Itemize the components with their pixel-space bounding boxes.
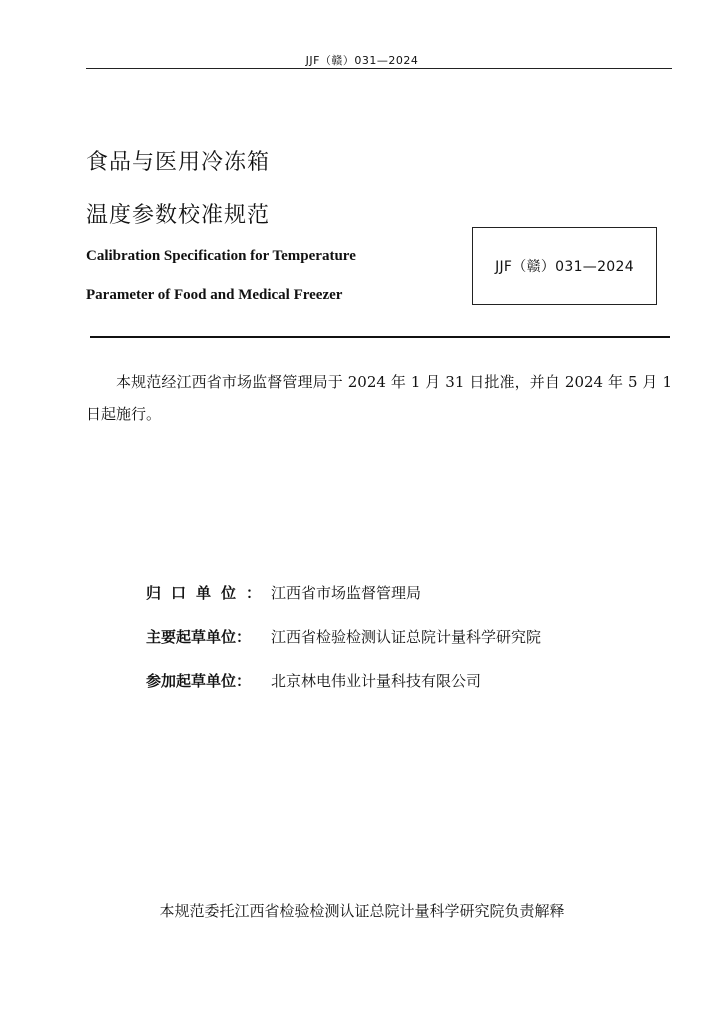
responsible-unit-row: [146, 582, 421, 603]
responsible-unit-label: 归口单位：: [146, 584, 272, 602]
main-drafter-value: 江西省检验检测认证总院计量科学研究院: [271, 628, 542, 646]
approval-statement: 本规范经江西省市场监督管理局于 2024 年 1 月 31 日批准，并自 2024 年 5 月 1 日起施行。: [86, 373, 672, 423]
standard-code-box: [472, 227, 657, 305]
title-english-line-1: Calibration Specification for Temperature: [86, 248, 356, 264]
interpretation-note: 本规范委托江西省检验检测认证总院计量科学研究院负责解释: [159, 902, 565, 920]
main-drafter-label: 主要起草单位：: [146, 628, 252, 646]
header-standard-code: JJF（赣）031—2024: [305, 54, 419, 67]
co-drafter-row: [146, 670, 481, 691]
title-chinese-line-1: 食品与医用冷冻箱: [86, 150, 271, 175]
co-drafter-value: 北京林电伟业计量科技有限公司: [271, 672, 482, 690]
responsible-unit-value: 江西省市场监督管理局: [271, 584, 422, 602]
main-drafter-row: [146, 626, 541, 647]
header-divider: [86, 68, 672, 69]
standard-code-text: JJF（赣）031—2024: [495, 259, 634, 275]
title-divider: [90, 336, 670, 338]
co-drafter-label: 参加起草单位：: [146, 672, 252, 690]
title-chinese-line-2: 温度参数校准规范: [86, 203, 271, 228]
title-english-line-2: Parameter of Food and Medical Freezer: [86, 287, 343, 303]
